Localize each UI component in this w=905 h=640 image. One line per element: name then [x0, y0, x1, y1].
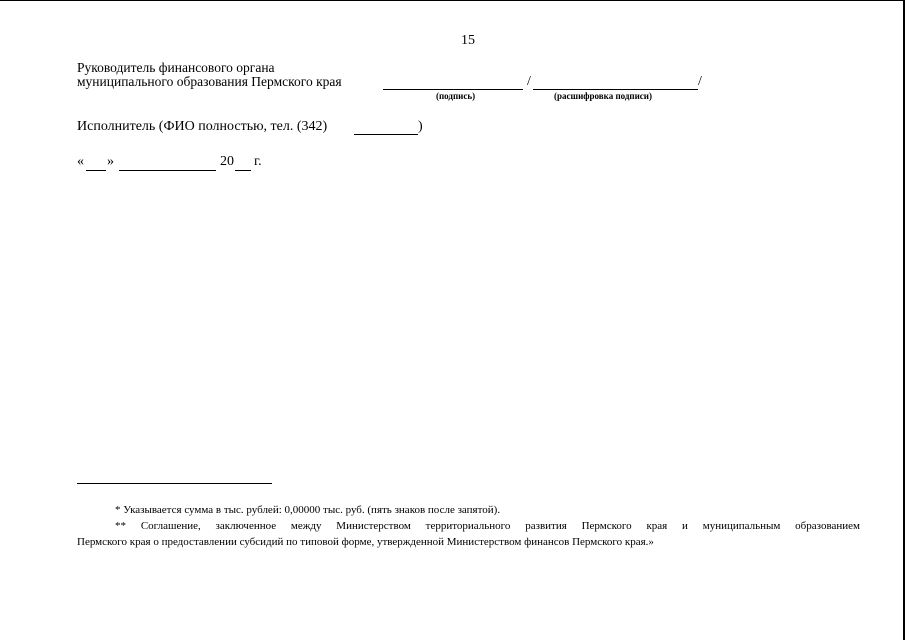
date-close-quote: »	[107, 154, 114, 169]
date-month-line	[119, 170, 216, 171]
head-title-line1: Руководитель финансового органа	[77, 60, 275, 75]
head-title-line2: муниципального образования Пермского края	[77, 74, 342, 89]
executor-phone-line	[354, 134, 418, 135]
footnote-separator	[77, 483, 272, 484]
signature-decoding-line	[533, 89, 698, 90]
slash-separator-end: /	[698, 74, 702, 89]
page-top-edge	[0, 0, 905, 1]
date-day-line	[86, 170, 106, 171]
executor-close-paren: )	[418, 119, 423, 134]
signature-line	[383, 89, 523, 90]
footnote-2-line2: Пермского края о предоставлении субсидий по типовой форме, утвержденной Министерством финансов Пермского края.»	[77, 536, 654, 548]
head-title	[77, 61, 342, 89]
decoding-caption: (расшифровка подписи)	[554, 91, 652, 101]
date-year-prefix: 20	[220, 154, 234, 169]
date-year-line	[235, 170, 251, 171]
date-year-suffix: г.	[254, 154, 262, 169]
footnote-1: * Указывается сумма в тыс. рублей: 0,00000 тыс. руб. (пять знаков после запятой).	[115, 504, 501, 516]
signature-caption: (подпись)	[436, 91, 476, 101]
page-number: 15	[461, 33, 475, 48]
executor-label: Исполнитель (ФИО полностью, тел. (342)	[77, 119, 328, 134]
date-open-quote: «	[77, 154, 84, 169]
slash-separator: /	[527, 74, 531, 89]
footnote-2-line1: ** Соглашение, заключенное между Министерством территориального развития Пермского края и муниципальным образованием	[115, 520, 860, 532]
